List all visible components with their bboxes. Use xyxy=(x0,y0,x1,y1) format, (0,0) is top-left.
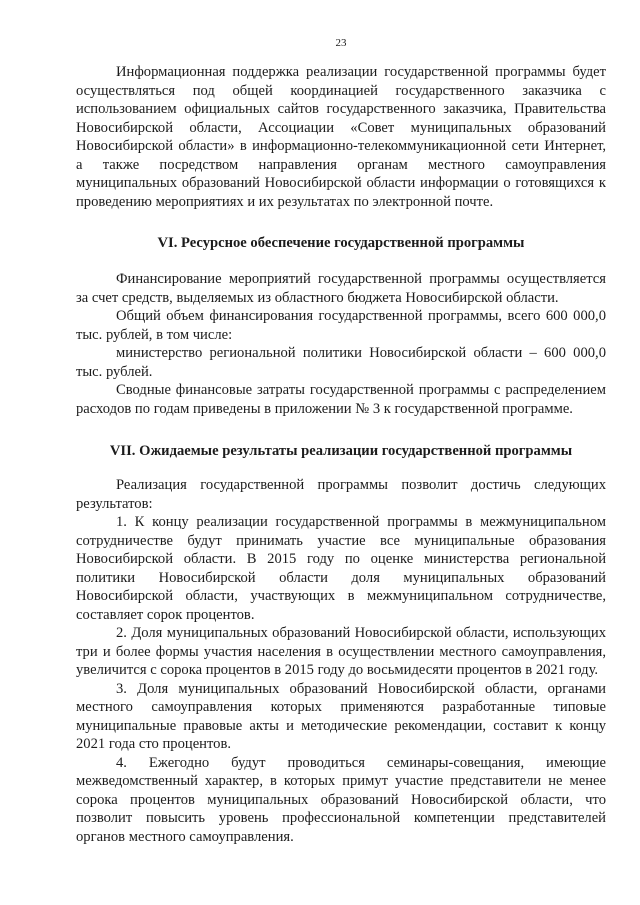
section-6-paragraph: Сводные финансовые затраты государственной программы с распределением расходов по годам приведены в приложении № 3 к государственной программе. xyxy=(76,382,606,417)
section-6-paragraph: Финансирование мероприятий государственной программы осуществляется за счет средств, выделяемых из областного бюджета Новосибирской области. xyxy=(76,271,606,306)
section-7-result-item: 3. Доля муниципальных образований Новосибирской области, органами местного самоуправления которых применяются разработанные типовые муниципальные правовые акты и методические рекомендации, составит к концу 2021 года сто процентов. xyxy=(76,680,606,752)
section-6-paragraph: Общий объем финансирования государственной программы, всего 600 000,0 тыс. рублей, в том числе: xyxy=(76,308,606,343)
section-7-result-item: 4. Ежегодно будут проводиться семинары-совещания, имеющие межведомственный характер, в которых примут участие представители не менее сорока процентов муниципальных образований Новосибирской области, что позволит повысить уровень профессиональной компетенции представителей органов местного самоуправления. xyxy=(76,754,606,845)
section-6-heading: VI. Ресурсное обеспечение государственной программы xyxy=(157,235,525,251)
section-7-paragraph: Реализация государственной программы позволит достичь следующих результатов: xyxy=(76,477,606,512)
section-7-heading: VII. Ожидаемые результаты реализации государственной программы xyxy=(109,443,573,459)
intro-paragraph: Информационная поддержка реализации государственной программы будет осуществляться под общей координацией государственного заказчика с использованием официальных сайтов государственного заказчика, Правительства Новосибирской области, Ассоциации «Совет муниципальных образований Новосибирской области» в информационно-телекоммуникационной сети Интернет, а также посредством направления органам местного самоуправления муниципальных образований Новосибирской области информации о готовящихся к проведению мероприятиях и их результатах по электронной почте. xyxy=(76,64,606,210)
page-number: 23 xyxy=(335,37,347,49)
section-6-paragraph: министерство региональной политики Новосибирской области – 600 000,0 тыс. рублей. xyxy=(76,345,606,380)
section-6-body xyxy=(76,270,606,418)
section-7-result-item: 2. Доля муниципальных образований Новосибирской области, использующих три и более формы участия населения в осуществлении местного самоуправления, увеличится с сорока процентов в 2015 году до восьмидесяти процентов в 2021 году. xyxy=(76,625,606,678)
section-7-body xyxy=(76,476,606,846)
section-7-result-item: 1. К концу реализации государственной программы в межмуниципальном сотрудничестве будут принимать участие все муниципальные образования Новосибирской области. В 2015 году по оценке министерства региональной политики Новосибирской области доля муниципальных образований Новосибирской области, участвующих в межмуниципальном сотрудничестве, составляет сорок процентов. xyxy=(76,514,606,623)
